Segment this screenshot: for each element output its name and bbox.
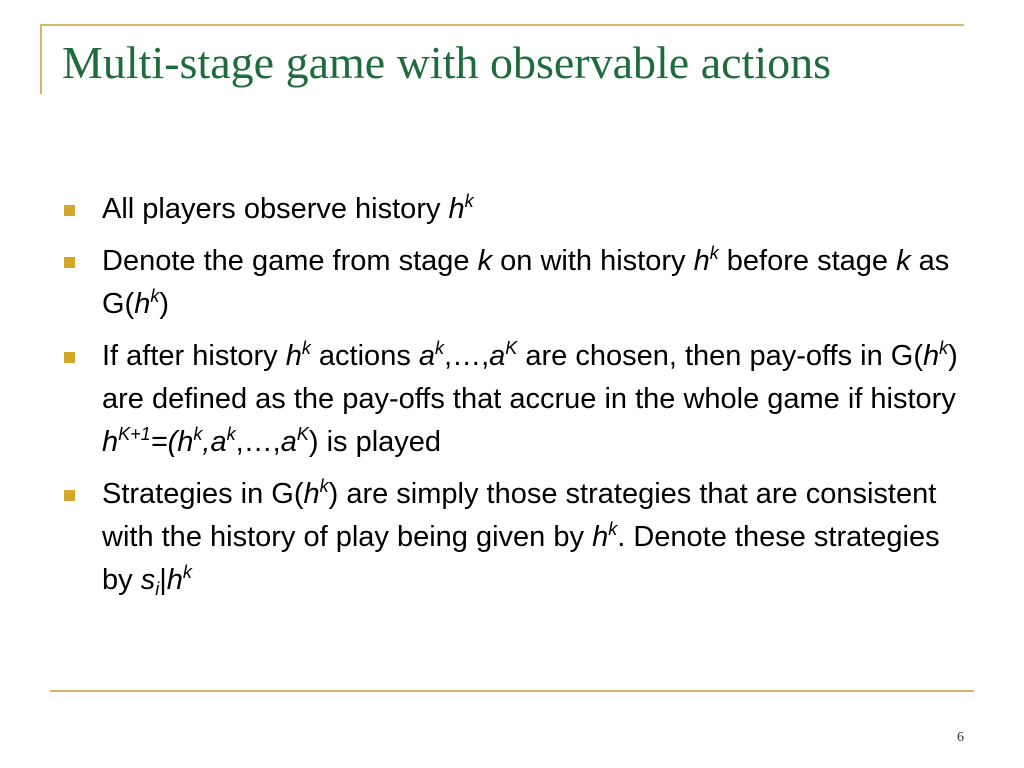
math-text: ,a xyxy=(202,426,227,458)
math-sup-k: k xyxy=(182,562,192,582)
bullet-item-observe-history xyxy=(62,188,962,231)
bottom-rule xyxy=(50,690,974,692)
bullet-text: ,…, xyxy=(235,426,281,458)
math-sup-k: k xyxy=(608,519,618,539)
bullet-text: Denote the game from stage xyxy=(102,245,478,277)
top-rule xyxy=(40,24,964,26)
math-a: a xyxy=(280,426,297,458)
math-h: h xyxy=(693,245,710,277)
math-a: a xyxy=(418,340,436,372)
square-bullet-icon xyxy=(64,205,75,216)
bullet-text: as G( xyxy=(102,245,950,320)
bullet-text: Strategies in G( xyxy=(102,478,304,510)
bullet-text: ,…, xyxy=(444,340,490,372)
math-h: h xyxy=(448,193,465,225)
math-sup-k: k xyxy=(435,338,445,358)
math-sup-K: K xyxy=(296,424,309,444)
math-sup-k: k xyxy=(709,243,719,263)
bullet-text: before stage xyxy=(718,245,897,277)
math-text: =(h xyxy=(150,426,194,458)
bullet-item-denote-game xyxy=(62,240,962,326)
square-bullet-icon xyxy=(64,352,75,363)
math-h: h xyxy=(134,288,151,320)
math-h: h xyxy=(923,340,940,372)
math-h: h xyxy=(285,340,302,372)
math-sup-K: K xyxy=(505,338,518,358)
left-rule xyxy=(40,24,42,94)
bullet-text: ) xyxy=(159,288,170,320)
bullet-item-strategies xyxy=(62,473,962,602)
bullet-text: All players observe history xyxy=(102,193,449,225)
bullet-text: ) is played xyxy=(308,426,442,458)
math-h: h xyxy=(102,426,119,458)
math-sup-k: k xyxy=(939,338,949,358)
math-h: h xyxy=(592,521,609,553)
bullet-text: actions xyxy=(310,340,419,372)
math-a: a xyxy=(489,340,506,372)
bullet-text: on with history xyxy=(492,245,694,277)
math-sup-k: k xyxy=(193,424,203,444)
math-h: h xyxy=(166,564,183,596)
math-sup-k: k xyxy=(226,424,236,444)
math-h: h xyxy=(303,478,320,510)
square-bullet-icon xyxy=(64,490,75,501)
math-k: k xyxy=(896,245,911,277)
bullet-text: ) are simply those strategies that are consistent with the history of play being given by xyxy=(102,478,937,553)
bullet-text: ) are defined as the pay-offs that accrue in the whole game if history xyxy=(102,340,958,415)
bullet-list xyxy=(62,188,962,611)
math-sup-K-plus-1: K+1 xyxy=(118,424,151,444)
math-sup-k: k xyxy=(301,338,311,358)
page-number: 6 xyxy=(957,730,964,745)
slide-title: Multi-stage game with observable actions xyxy=(62,37,832,88)
math-sup-k: k xyxy=(319,476,329,496)
math-sup-k: k xyxy=(464,191,474,211)
math-sub-i: i xyxy=(155,579,160,599)
math-s: s xyxy=(140,564,156,596)
square-bullet-icon xyxy=(64,257,75,268)
bullet-text: . Denote these strategies by xyxy=(102,521,940,596)
bullet-text: are chosen, then pay-offs in G( xyxy=(517,340,923,372)
math-sup-k: k xyxy=(150,286,160,306)
bullet-item-payoffs xyxy=(62,335,962,464)
bullet-text: If after history xyxy=(102,340,286,372)
math-k: k xyxy=(477,245,493,277)
bullet-text: | xyxy=(159,564,167,596)
